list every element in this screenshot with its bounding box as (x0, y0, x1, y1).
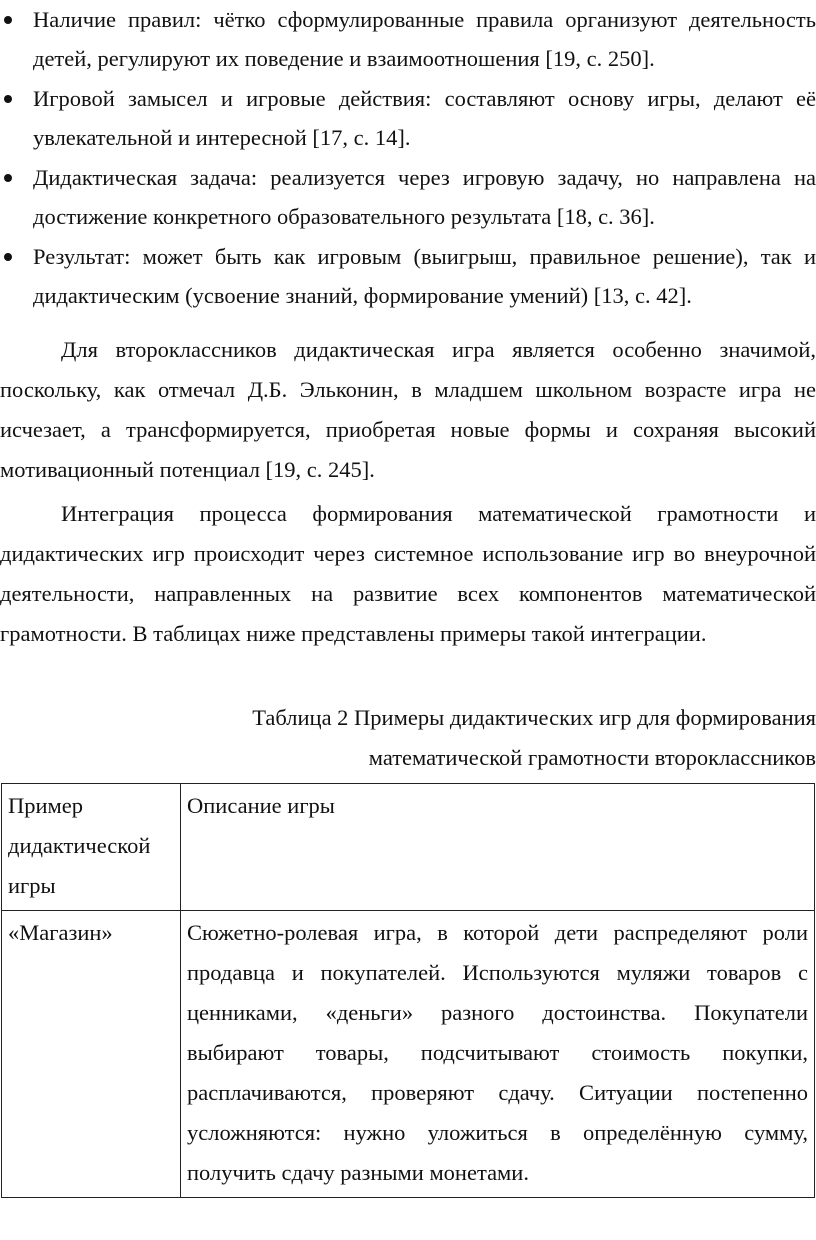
bullet-text: Игровой замысел и игровые действия: составляют основу игры, делают её увлекательной и интересной [17, с. 14]. (33, 86, 816, 150)
bullet-icon (4, 16, 12, 24)
header-game-description: Описание игры (181, 784, 815, 911)
paragraph-integration: Интеграция процесса формирования математической грамотности и дидактических игр происходит через системное использование игр во внеурочной деятельности, направленных на развитие всех компонентов математической грамотности. В таблицах ниже представлены примеры такой интеграции. (0, 501, 816, 646)
bullet-icon (4, 95, 12, 103)
bullet-item (0, 158, 816, 236)
games-table (1, 783, 815, 1198)
table-caption-line1: Таблица 2 Примеры дидактических игр для формирования (252, 705, 816, 730)
table-row (2, 911, 815, 1198)
bullet-text: Результат: может быть как игровым (выигрыш, правильное решение), так и дидактическим (усвоение знаний, формирование умений) [13, с. 42]. (33, 244, 816, 308)
paragraph-elkonin: Для второклассников дидактическая игра является особенно значимой, поскольку, как отмечал Д.Б. Эльконин, в младшем школьном возрасте игра не исчезает, а трансформируется, приобретая новые формы и сохраняя высокий мотивационный потенциал [19, с. 245]. (0, 337, 816, 482)
bullet-item (0, 79, 816, 157)
bullet-icon (4, 174, 12, 182)
header-game-example: Пример дидактической игры (2, 784, 181, 911)
bullet-text: Наличие правил: чётко сформулированные правила организуют деятельность детей, регулируют их поведение и взаимоотношения [19, с. 250]. (33, 7, 816, 71)
bullet-icon (4, 253, 12, 261)
bullet-item (0, 237, 816, 315)
table-header-row (2, 784, 815, 911)
bullet-text: Дидактическая задача: реализуется через игровую задачу, но направлена на достижение конкретного образовательного результата [18, с. 36]. (33, 165, 816, 229)
bullet-list (0, 0, 816, 316)
cell-game-name: «Магазин» (2, 911, 181, 1198)
table-caption-line2: математической грамотности второклассников (368, 745, 816, 770)
bullet-item (0, 0, 816, 78)
table-caption (200, 698, 816, 778)
cell-game-description: Сюжетно-ролевая игра, в которой дети распределяют роли продавца и покупателей. Используются муляжи товаров с ценниками, «деньги» разного достоинства. Покупатели выбирают товары, подсчитывают стоимость покупки, расплачиваются, проверяют сдачу. Ситуации постепенно усложняются: нужно уложиться в определённую сумму, получить сдачу разными монетами. (181, 911, 815, 1198)
